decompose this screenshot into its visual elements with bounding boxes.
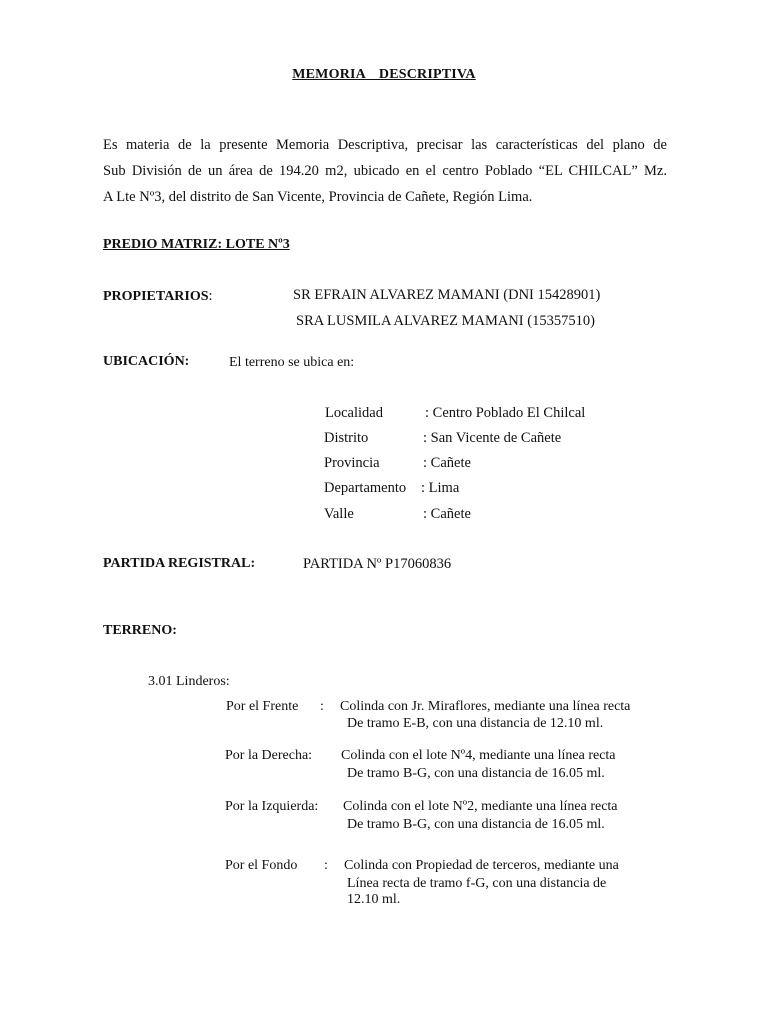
loc-label-departamento: Departamento xyxy=(324,480,407,496)
lindero-frente-line-2: De tramo E-B, con una distancia de 12.10 ml. xyxy=(347,716,604,731)
lindero-derecha-line-2: De tramo B-G, con una distancia de 16.05 ml. xyxy=(347,766,605,781)
lindero-derecha-line-1: Colinda con el lote Nº4, mediante una línea recta xyxy=(341,748,616,763)
loc-value-localidad: : Centro Poblado El Chilcal xyxy=(425,405,586,421)
ubicacion-label: UBICACIÓN: xyxy=(103,354,190,369)
lindero-fondo-sep: : xyxy=(324,858,328,873)
lindero-frente-sep: : xyxy=(320,699,324,714)
loc-label-provincia: Provincia xyxy=(324,455,380,471)
loc-value-distrito: : San Vicente de Cañete xyxy=(423,430,562,446)
lindero-izquierda-side: Por la Izquierda: xyxy=(225,799,319,814)
propietarios-label: PROPIETARIOS xyxy=(103,289,209,304)
loc-label-localidad: Localidad xyxy=(325,405,383,421)
intro-paragraph xyxy=(103,132,667,210)
lindero-izquierda-line-2: De tramo B-G, con una distancia de 16.05 ml. xyxy=(347,817,605,832)
loc-label-distrito: Distrito xyxy=(324,430,369,446)
loc-value-departamento: : Lima xyxy=(421,480,460,496)
loc-value-provincia: : Cañete xyxy=(423,455,471,471)
loc-value-valle: : Cañete xyxy=(423,506,471,522)
intro-line-1: Es materia de la presente Memoria Descriptiva, precisar las características del plano de xyxy=(103,137,667,153)
lindero-fondo-line-2: Línea recta de tramo f-G, con una distancia de xyxy=(347,876,607,891)
lindero-izquierda-line-1: Colinda con el lote Nº2, mediante una línea recta xyxy=(343,799,618,814)
partida-label: PARTIDA REGISTRAL: xyxy=(103,556,256,571)
lindero-frente-side: Por el Frente xyxy=(226,699,299,714)
propietarios-label-group xyxy=(103,287,213,305)
loc-label-valle: Valle xyxy=(324,506,354,522)
page-title: MEMORIA DESCRIPTIVA xyxy=(292,67,476,82)
propietarios-colon: : xyxy=(208,288,213,304)
intro-line-3: A Lte Nº3, del distrito de San Vicente, Provincia de Cañete, Región Lima. xyxy=(103,189,533,205)
lindero-frente-line-1: Colinda con Jr. Miraflores, mediante una línea recta xyxy=(340,699,631,714)
lindero-fondo-line-3: 12.10 ml. xyxy=(347,892,401,907)
predio-matriz-heading: PREDIO MATRIZ: LOTE Nº3 xyxy=(103,237,290,252)
partida-value: PARTIDA Nº P17060836 xyxy=(303,556,452,572)
owner-2: SRA LUSMILA ALVAREZ MAMANI (15357510) xyxy=(296,313,595,329)
owner-1: SR EFRAIN ALVAREZ MAMANI (DNI 15428901) xyxy=(293,287,601,303)
lindero-fondo-line-1: Colinda con Propiedad de terceros, mediante una xyxy=(344,858,619,873)
lindero-derecha-side: Por la Derecha: xyxy=(225,748,313,763)
intro-line-2: Sub División de un área de 194.20 m2, ubicado en el centro Poblado “EL CHILCAL” Mz. xyxy=(103,163,667,179)
lindero-fondo-side: Por el Fondo xyxy=(225,858,298,873)
terreno-heading: TERRENO: xyxy=(103,623,177,638)
ubicacion-text: El terreno se ubica en: xyxy=(229,355,355,370)
linderos-section-title: 3.01 Linderos: xyxy=(148,674,230,689)
